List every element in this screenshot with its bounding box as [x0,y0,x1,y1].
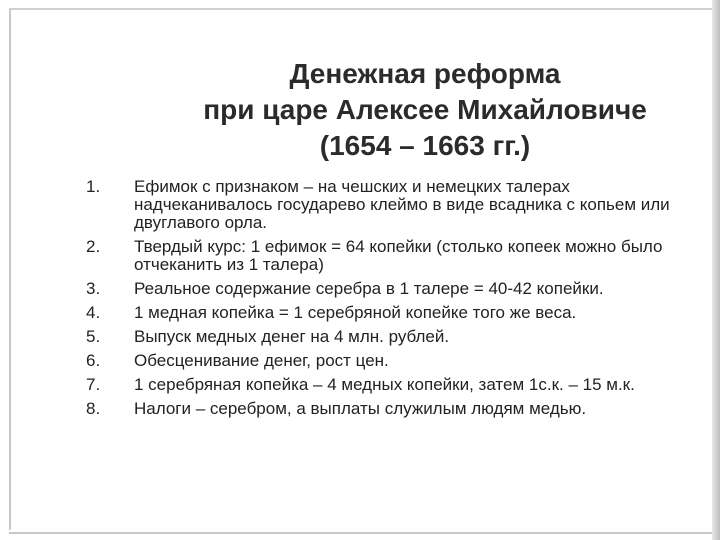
list-item [78,280,678,298]
slide-title [150,56,700,164]
list-item-text: 1 серебряная копейка – 4 медных копейки, затем 1с.к. – 15 м.к. [134,375,635,394]
list-item [78,178,678,232]
list-item [78,304,678,322]
slide-border-top [9,8,712,10]
list-item-text: Выпуск медных денег на 4 млн. рублей. [134,327,450,346]
slide-border-bottom [9,532,712,534]
reform-points-list [78,178,678,424]
title-line-2: при царе Алексее Михайловиче [203,94,647,125]
list-item [78,400,678,418]
slide-border-right [712,0,720,540]
list-item-text: Налоги – серебром, а выплаты служилым людям медью. [134,399,587,418]
list-item-number: 4. [86,303,101,322]
list-item-number: 2. [86,237,101,256]
list-item [78,376,678,394]
list-item-text: Твердый курс: 1 ефимок = 64 копейки (столько копеек можно было отчеканить из 1 талера) [134,237,663,274]
title-line-1: Денежная реформа [289,58,561,89]
list-item-text: Ефимок с признаком – на чешских и немецких талерах надчеканивалось государево клеймо в виде всадника с копьем или двуглавого орла. [134,177,670,232]
list-item-number: 1. [86,177,101,196]
list-item [78,352,678,370]
slide-border-left [9,10,11,530]
list-item-number: 8. [86,399,101,418]
list-item-number: 6. [86,351,101,370]
title-line-3: (1654 – 1663 гг.) [319,130,531,161]
list-item [78,238,678,274]
list-item-text: 1 медная копейка = 1 серебряной копейке того же веса. [134,303,577,322]
list-item-number: 3. [86,279,101,298]
list-item [78,328,678,346]
list-item-number: 7. [86,375,101,394]
list-item-text: Реальное содержание серебра в 1 талере = 40-42 копейки. [134,279,604,298]
list-item-number: 5. [86,327,101,346]
list-item-text: Обесценивание денег, рост цен. [134,351,389,370]
